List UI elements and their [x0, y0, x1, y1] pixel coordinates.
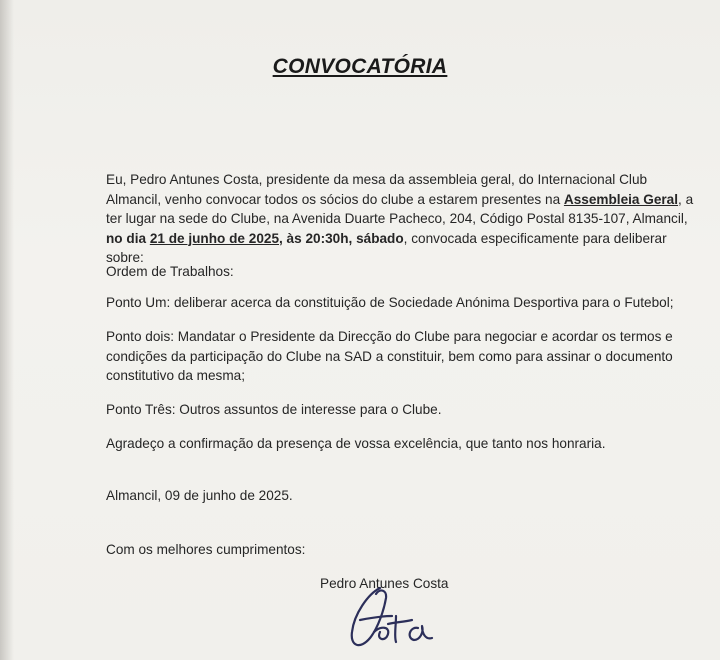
- assembly-name: Assembleia Geral: [563, 191, 679, 207]
- meeting-date: [106, 231, 404, 246]
- agenda-point-3: Ponto Três: Outros assuntos de interesse para o Clube.: [106, 402, 442, 417]
- intro-text-1: Eu, Pedro Antunes Costa, presidente da mesa da assembleia geral, do Internacional Club Almancil, venho convocar todos os sócios do clube a estarem presentes na: [106, 172, 648, 207]
- place-date: Almancil, 09 de junho de 2025.: [106, 488, 293, 503]
- intro-paragraph: [106, 170, 696, 268]
- thanks-line: Agradeço a confirmação da presença de vossa excelência, que tanto nos honraria.: [106, 436, 606, 451]
- intro-text-3: , convocada especificamente para deliberar sobre:: [106, 230, 667, 265]
- document-title: CONVOCATÓRIA: [272, 55, 448, 78]
- agenda-heading: Ordem de Trabalhos:: [106, 264, 234, 279]
- handwritten-signature: [340, 580, 450, 655]
- agenda-point-1: Ponto Um: deliberar acerca da constituição de Sociedade Anónima Desportiva para o Futebol;: [106, 295, 674, 310]
- date-suffix: , às 20:30h, sábado: [279, 230, 404, 246]
- date-underlined: 21 de junho de 2025: [149, 230, 279, 246]
- agenda-point-2: Ponto dois: Mandatar o Presidente da Direcção do Clube para negociar e acordar os termos e condições da participação do Clube na SAD a constituir, bem como para assinar o documento constitutivo da mesma;: [106, 329, 673, 383]
- signer-name: Pedro Antunes Costa: [320, 576, 449, 591]
- date-prefix: no dia: [106, 230, 150, 246]
- intro-text-2: , a ter lugar na sede do Clube, na Avenida Duarte Pacheco, 204, Código Postal 8135-107, Almancil,: [106, 191, 694, 226]
- closing-line: Com os melhores cumprimentos:: [106, 542, 306, 557]
